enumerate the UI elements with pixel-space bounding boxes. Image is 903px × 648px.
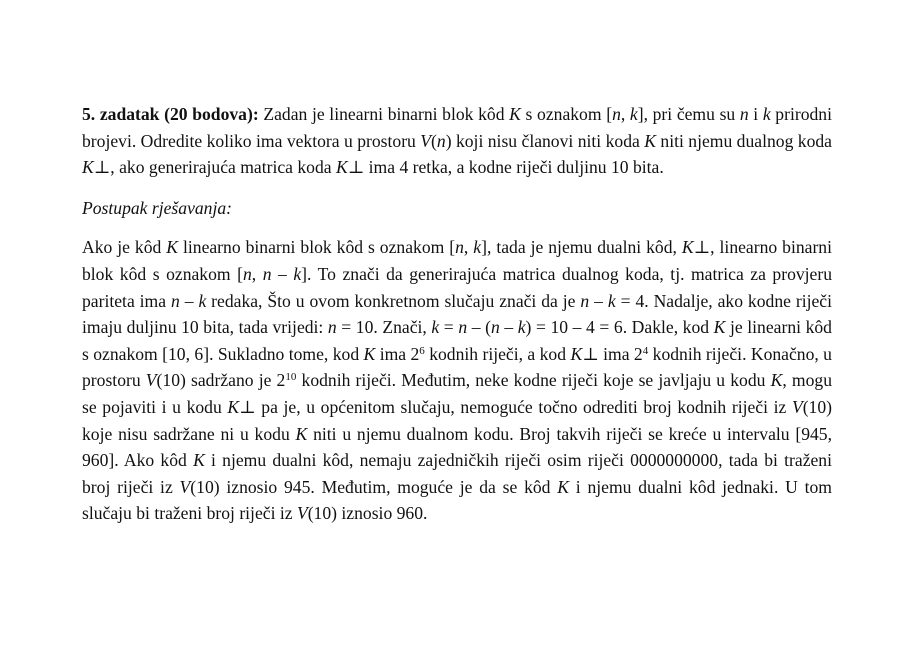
- task-label: 5. zadatak (20 bodova):: [82, 104, 259, 124]
- task-text: Zadan je linearni binarni blok kôd K s oznakom [n, k], pri čemu su n i k prirodni brojevi. Odredite koliko ima vektora u prostoru V(n) koji nisu članovi niti koda K niti njemu dualnog koda K⊥, ako generirajuća matrica koda K⊥ ima 4 retka, a kodne riječi duljinu 10 bita.: [82, 104, 832, 178]
- procedure-heading: Postupak rješavanja:: [82, 197, 233, 218]
- solution-paragraph: Ako je kôd K linearno binarni blok kôd s oznakom [n, k], tada je njemu dualni kôd, K⊥, linearno binarni blok kôd s oznakom [n, n – k]. To znači da generirajuća matrica dualnog koda, tj. matrica za provjeru pariteta ima n – k redaka, Što u ovom konkretnom slučaju znači da je n – k = 4. Nadalje, ako kodne riječi imaju duljinu 10 bita, tada vrijedi: n = 10. Znači, k = n – (n – k) = 10 – 4 = 6. Dakle, kod K je linearni kôd s oznakom [10, 6]. Sukladno tome, kod K ima $2^6$ kodnih riječi, a kod K⊥ ima $2^4$ kodnih riječi. Konačno, u prostoru V(10) sadržano je $2^{10}$ kodnih riječi. Međutim, neke kodne riječi koje se javljaju u kodu K, mogu se pojaviti i u kodu K⊥ pa je, u općenitom slučaju, nemoguće točno odrediti broj kodnih riječi iz V(10) koje nisu sadržane ni u kodu K niti u njemu dualnom kodu. Broj takvih riječi se kreće u intervalu [945, 960]. Ako kôd K i njemu dualni kôd, nemaju zajedničkih riječi osim riječi 0000000000, tada bi traženi broj riječi iz V(10) iznosio 945. Međutim, moguće je da se kôd K i njemu dualni kôd jednaki. U tom slučaju bi traženi broj riječi iz V(10) iznosio 960.: [82, 237, 833, 524]
- document-page: [82, 101, 832, 527]
- task-paragraph: [82, 101, 832, 181]
